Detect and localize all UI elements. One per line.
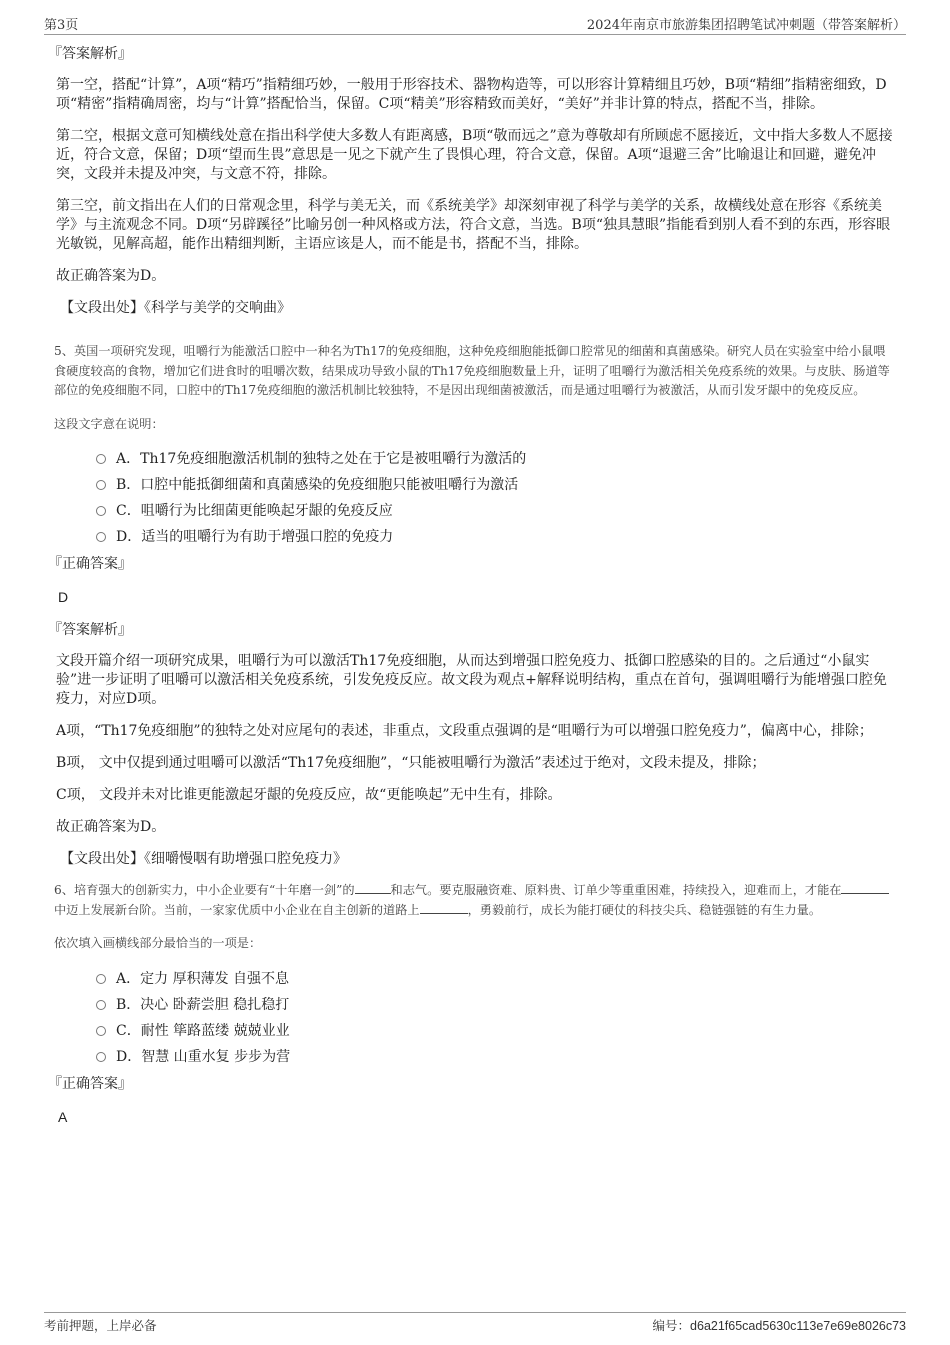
- option-text: 耐性 筚路蓝缕 兢兢业业: [140, 1022, 290, 1039]
- option-b[interactable]: [56, 992, 896, 1018]
- option-c[interactable]: [56, 1018, 896, 1044]
- correct-answer-label: 『正确答案』: [48, 556, 132, 572]
- passage-source: 【文段出处】《科学与美学的交响曲》: [60, 300, 291, 316]
- question-5: [48, 342, 896, 869]
- option-letter: C．: [116, 1022, 141, 1039]
- footer-slogan: 考前押题，上岸必备: [44, 1318, 157, 1333]
- analysis-paragraph: 第三空，前文指出在人们的日常观念里，科学与美无关，而《系统美学》却深刻审视了科学与美学的关系，故横线处意在形容《系统美学》与主流观念不同。D项“另辟蹊径”比喻另创一种风格或方法，符合文意，当选。B项“独具慧眼”指能看到别人看不到的东西，形容眼光敏锐，见解高超，能作出精细判断，主语应该是人，而不能是书，搭配不当，排除。: [56, 198, 891, 252]
- correct-answer-value: A: [58, 1108, 68, 1125]
- radio-button[interactable]: [96, 506, 106, 516]
- option-letter: C．: [116, 503, 141, 519]
- page-content: [48, 44, 896, 1140]
- option-d[interactable]: [56, 1044, 896, 1070]
- option-text: 口腔中能抵御细菌和真菌感染的免疫细胞只能被咀嚼行为激活: [140, 477, 519, 493]
- option-text: Th17免疫细胞激活机制的独特之处在于它是被咀嚼行为激活的: [140, 451, 527, 467]
- option-letter: B．: [116, 477, 141, 493]
- option-letter: B．: [116, 996, 141, 1013]
- option-letter: A．: [116, 970, 141, 987]
- analysis-paragraph: A项，“Th17免疫细胞”的独特之处对应尾句的表述，非重点，文段重点强调的是“咀嚼行为可以增强口腔免疫力”，偏离中心，排除；: [56, 723, 873, 739]
- stem-text: 和志气。要克服融资难、原料贵、订单少等重重困难，持续投入，迎难而上，才能在: [390, 883, 842, 897]
- question-6: [48, 881, 896, 1126]
- question-prompt: 依次填入画横线部分最恰当的一项是：: [54, 936, 262, 950]
- question-prompt: 这段文字意在说明：: [54, 416, 164, 431]
- radio-button[interactable]: [96, 1052, 106, 1062]
- analysis-text: 文段开篇介绍一项研究成果，咀嚼行为可以激活Th17免疫细胞，从而达到增强口腔免疫力、抵御口腔感染的目的。之后通过“小鼠实验”进一步证明了咀嚼可以激活相关免疫系统，引发免疫反应。故文段为观点: [56, 653, 870, 688]
- option-list: [56, 446, 896, 550]
- option-text: 决心 卧薪尝胆 稳扎稳打: [140, 996, 290, 1013]
- analysis-paragraph: 第二空，根据文意可知横线处意在指出科学使大多数人有距离感，B项“敬而远之”意为尊敬却有所顾虑不愿接近，文中指大多数人不愿接近，符合文意，保留；D项“望而生畏”意思是一见之下就产生了畏惧心理，符合文意，保留。A项“退避三舍”比喻退让和回避，避免冲突，文段并未提及冲突，与文意不符，排除。: [56, 128, 893, 182]
- correct-answer-label: 『正确答案』: [48, 1075, 132, 1092]
- analysis-paragraph: [56, 652, 896, 709]
- question-stem: 5、英国一项研究发现，咀嚼行为能激活口腔中一种名为Th17的免疫细胞，这种免疫细胞能抵御口腔常见的细菌和真菌感染。研究人员在实验室中给小鼠喂食硬度较高的食物，增加它们进食时的咀嚼次数，结果成功导致小鼠的Th17免疫细胞数量上升，证明了咀嚼行为激活相关免疫系统的效果。与皮肤、肠道等部位的免疫细胞不同，口腔中的Th17免疫细胞的激活机制比较独特，不是因出现细菌被激活，而是通过咀嚼行为被激活，从而引发牙龈中的免疫反应。: [54, 344, 890, 397]
- option-text: 智慧 山重水复 步步为营: [141, 1048, 291, 1065]
- radio-button[interactable]: [96, 974, 106, 984]
- option-list: [56, 966, 896, 1070]
- option-letter: D．: [116, 1048, 142, 1065]
- stem-text: 中迈上发展新台阶。当前，一家家优质中小企业在自主创新的道路上: [54, 902, 420, 917]
- page-footer: [44, 1312, 906, 1335]
- stem-text: 6、培育强大的创新实力，中小企业要有“十年磨一剑”的: [54, 883, 355, 897]
- option-letter: A．: [116, 451, 141, 467]
- option-letter: D．: [116, 529, 142, 545]
- document-serial: [653, 1316, 906, 1334]
- fill-blank: [841, 882, 889, 894]
- serial-label: 编号：: [652, 1318, 691, 1333]
- analysis-label: 『答案解析』: [48, 622, 132, 638]
- option-b[interactable]: [56, 472, 896, 498]
- option-text: 适当的咀嚼行为有助于增强口腔的免疫力: [141, 529, 394, 545]
- stem-text: ，勇毅前行，成长为能打硬仗的科技尖兵、稳链强链的有生力量。: [467, 902, 822, 917]
- page-header: [44, 14, 906, 35]
- analysis-conclusion: 故正确答案为D。: [56, 819, 166, 835]
- option-c[interactable]: [56, 498, 896, 524]
- analysis-paragraph: C项， 文段并未对比谁更能激起牙龈的免疫反应，故“更能唤起”无中生有，排除。: [56, 787, 562, 803]
- option-text: 咀嚼行为比细菌更能唤起牙龈的免疫反应: [140, 503, 393, 519]
- radio-button[interactable]: [96, 1000, 106, 1010]
- plus-sign: +: [525, 672, 537, 688]
- passage-source: 【文段出处】《细嚼慢咽有助增强口腔免疫力》: [60, 851, 347, 867]
- fill-blank: [355, 882, 391, 894]
- analysis-paragraph: B项， 文中仅提到通过咀嚼可以激活“Th17免疫细胞”，“只能被咀嚼行为激活”表述过于绝对，文段未提及，排除；: [56, 755, 766, 771]
- document-title: 2024年南京市旅游集团招聘笔试冲刺题（带答案解析）: [586, 18, 906, 33]
- correct-answer-value: D: [58, 589, 69, 605]
- option-a[interactable]: [56, 446, 896, 472]
- option-text: 定力 厚积薄发 自强不息: [140, 970, 290, 987]
- fill-blank: [420, 902, 468, 914]
- option-d[interactable]: [56, 524, 896, 550]
- q4-analysis: [48, 44, 896, 318]
- radio-button[interactable]: [96, 532, 106, 542]
- page-number: 第3页: [44, 18, 79, 33]
- analysis-label: 『答案解析』: [48, 46, 132, 62]
- analysis-conclusion: 故正确答案为D。: [56, 268, 166, 284]
- radio-button[interactable]: [96, 454, 106, 464]
- radio-button[interactable]: [96, 480, 106, 490]
- serial-value: d6a21f65cad5630c113e7e69e8026c73: [690, 1319, 906, 1333]
- option-a[interactable]: [56, 966, 896, 992]
- radio-button[interactable]: [96, 1026, 106, 1036]
- analysis-paragraph: 第一空，搭配“计算”，A项“精巧”指精细巧妙，一般用于形容技术、器物构造等，可以形容计算精细且巧妙，B项“精细”指精密细致，D项“精密”指精确周密，均与“计算”搭配恰当，保留。C项“精美”形容精致而美好，“美好”并非计算的特点，搭配不当，排除。: [56, 77, 887, 112]
- analysis-text: 解释说明结构，重点在首句，强调咀嚼行为能增强口腔免疫力，对应D项。: [56, 672, 887, 707]
- question-stem: [54, 881, 896, 920]
